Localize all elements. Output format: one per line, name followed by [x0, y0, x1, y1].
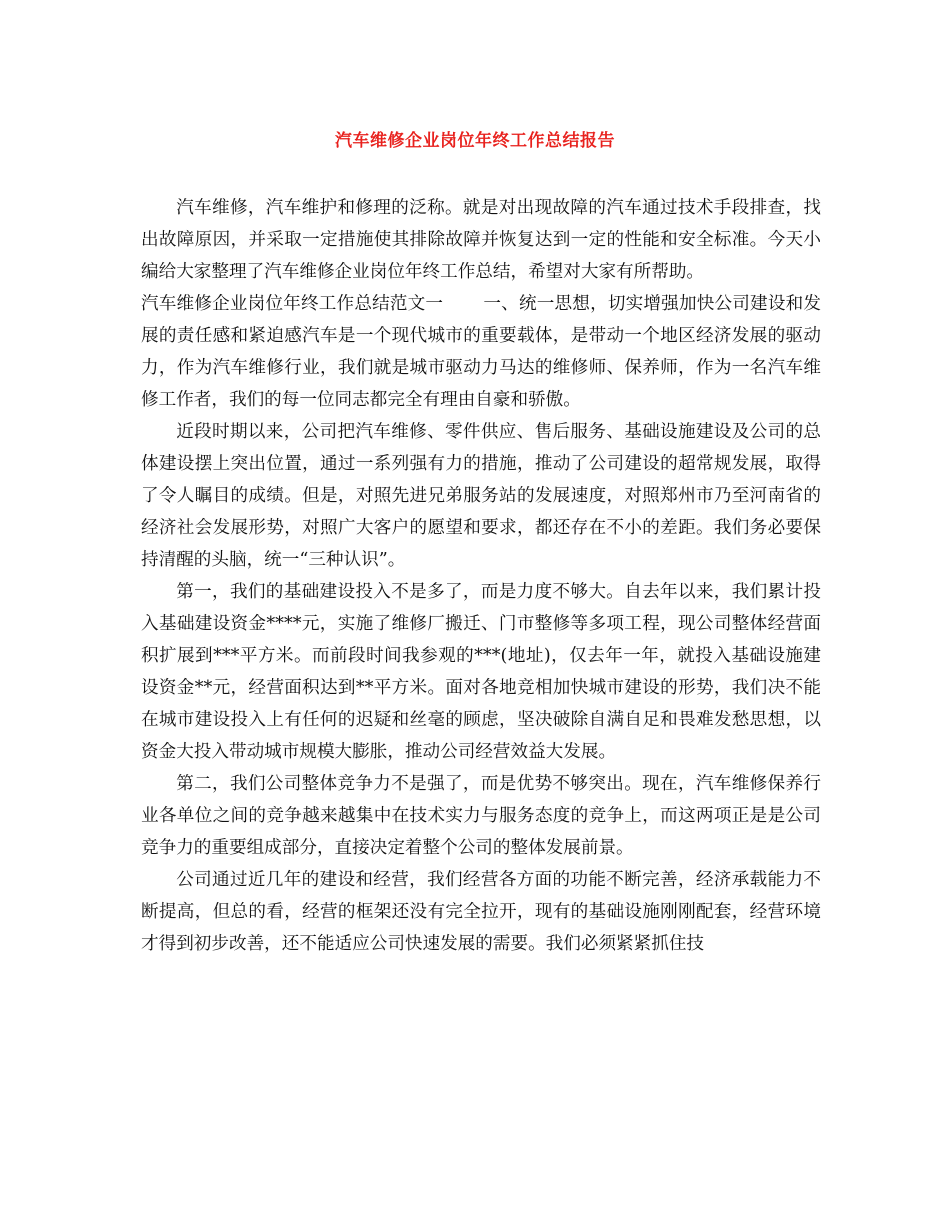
body-paragraph: 公司通过近几年的建设和经营，我们经营各方面的功能不断完善，经济承载能力不断提高，但总的看，经营的框架还没有完全拉开，现有的基础设施刚刚配套，经营环境才得到初步改善，还不能适应公司快速发展的需要。我们必须紧紧抓住技: [141, 870, 821, 954]
body-paragraph: 近段时期以来，公司把汽车维修、零件供应、售后服务、基础设施建设及公司的总体建设摆上突出位置，通过一系列强有力的措施，推动了公司建设的超常规发展，取得了令人瞩目的成绩。但是，对照先进兄弟服务站的发展速度，对照郑州市乃至河南省的经济社会发展形势，对照广大客户的愿望和要求，都还存在不小的差距。我们务必要保持清醒的头脑，统一“三种认识”。: [141, 422, 821, 570]
document-body: [141, 192, 821, 960]
sample-first-text: 一、统一思想，切实增强加快公司建设和发展的责任感和紧迫感汽车是一个现代城市的重要载体，是带动一个地区经济发展的驱动力，作为汽车维修行业，我们就是城市驱动力马达的维修师、保养师，作为一名汽车维修工作者，我们的每一位同志都完全有理由自豪和骄傲。: [141, 294, 821, 410]
document-title: 汽车维修企业岗位年终工作总结报告: [335, 131, 615, 151]
body-paragraph: 第一，我们的基础建设投入不是多了，而是力度不够大。自去年以来，我们累计投入基础建设资金****元，实施了维修厂搬迁、门市整修等多项工程，现公司整体经营面积扩展到***平方米。而前段时间我参观的***(地址)，仅去年一年，就投入基础设施建设资金**元，经营面积达到**平方米。面对各地竞相加快城市建设的形势，我们决不能在城市建设投入上有任何的迟疑和丝毫的顾虑，坚决破除自满自足和畏难发愁思想，以资金大投入带动城市规模大膨胀，推动公司经营效益大发展。: [141, 582, 821, 762]
sample-heading: 汽车维修企业岗位年终工作总结范文一: [141, 294, 444, 314]
intro-paragraph: 汽车维修，汽车维护和修理的泛称。就是对出现故障的汽车通过技术手段排查，找出故障原因，并采取一定措施使其排除故障并恢复达到一定的性能和安全标准。今天小编给大家整理了汽车维修企业岗位年终工作总结，希望对大家有所帮助。: [141, 198, 821, 282]
body-paragraph: 第二，我们公司整体竞争力不是强了，而是优势不够突出。现在，汽车维修保养行业各单位之间的竞争越来越集中在技术实力与服务态度的竞争上，而这两项正是是公司竞争力的重要组成部分，直接决定着整个公司的整体发展前景。: [141, 774, 821, 858]
sample-paragraph: [141, 288, 821, 416]
